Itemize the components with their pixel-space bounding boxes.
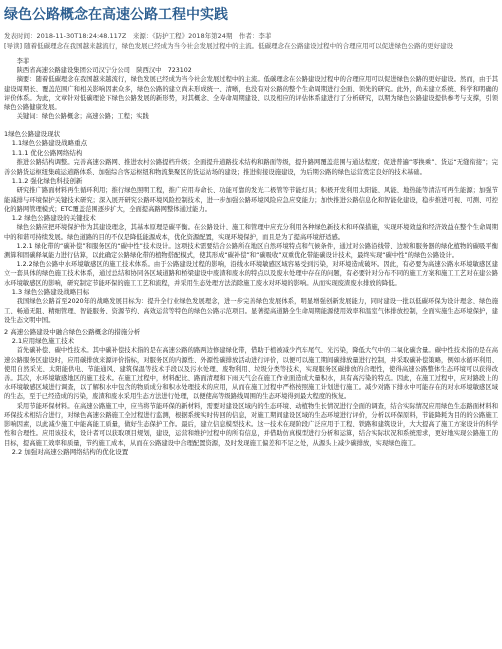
body-paragraph: 1.2.2绿色公路中水环境敏感区的施工技术体系。由于公路建设过程的影响，沿线水环境敏感区域容易受到污染，对环境造成破坏。因此，有必要为高速公路水环境敏感区建立一套具体的绿色施工技术体系，通过总结和协同各区域道路和桥梁建设中废渣和废水的特点以及废水处理中存在的问题，有必要针对分布不同的施工方案和施工工艺对在建公路水环境敏感区的影响，研究制定节能环保的施工工艺和流程，并采用生态处理方法消除施工废水对环境的影响。从而实现废渣废水排放的降低。 [4, 261, 498, 287]
lead-abstract: [导读] 随着低碳理念在我国越来越流行，绿色发展已经成为当今社会发展过程中的主流。低碳理念在公路建设过程中的合理应用可以促进绿色公路的更好建设 [4, 42, 454, 50]
section-heading: 2 高速公路建设中融合绿色公路概念的措施分析 [4, 327, 141, 336]
section-heading: 1.3 绿色公路建设战略目标 [11, 287, 90, 296]
body-paragraph: 推进公路结构调整。完善高速公路网、推进农村公路提档升级；全面提升道路技术结构和路面等级，提升路网覆盖范围与通达程度；促进普遍“零换乘”、货运“无缝衔接”；完善公路货运枢纽集疏运道路体系、加强综合客运枢纽和物流集聚区的货运站场的建设；推进衔接设施建设，为后期公路的绿色运营奠定良好的技术基础。 [4, 159, 498, 176]
section-heading: 2.1应用绿色施工技术 [11, 336, 75, 345]
section-heading: 1.1.1 优化公路网络结构 [11, 148, 83, 157]
body-paragraph: 研究推广路面材料再生循环利用；推行绿色照明工程，推广应用寿命长、功能可靠的发光二极管等节能灯具；积极开发利用太阳能、风能、地热能等清洁可再生能源；加强节能减排与环境保护关键技术研究；深入展开研究公路环境风险控制技术，进一步加强公路环境风险应急应变能力；加快推进公路信息化和智能化建设，稳步推进可视、可测、可控化的路网管理模式；ETC覆盖范围逐步扩大，全面提高路网整体通过能力。 [4, 187, 498, 213]
section-heading: 1.1绿色公路建设战略重点 [11, 139, 88, 148]
section-heading: 1.1.2 强化绿色科技创新 [11, 176, 83, 185]
article-body [4, 129, 498, 457]
author-name: 李菲 [16, 58, 30, 65]
keywords-line: 关键词：绿色公路概念；高速公路；工程；实践 [16, 113, 149, 121]
publication-meta: 发表时间：2018-11-30T18:24:48.117Z 来源：《防护工程》2018年第24期 作者：李菲 [4, 32, 272, 40]
section-heading: 1绿色公路建设现状 [4, 130, 61, 139]
section-gap [4, 121, 498, 127]
body-paragraph: 我国绿色公路首至2020年的战略发展目标为：提升全行业绿色发展理念，进一步完善绿色发展体系，明显增强创新发展能力，同时建设一批以低碳环保为设计理念、绿色施工、畅通无阻、精细管理、智能服务、资源节约、高效运营等特色的绿色公路示范项目。显著提高道路全生命周期能源使用效率和温室气体排放控制，全面实施生态环境保护，建设生态文明中国。 [4, 298, 498, 324]
body-paragraph: 1.2.1 绿化带的“碳补偿”和服务区的“碳中性”技术设计。这项技术需要结合公路所在地区自然环境特点和气候条件，通过对公路沿线带、边坡和服务器的绿化植物的碳吸平衡测算和固碳释氧能力进行估算，以此确定公路绿化带的植物搭配模式，使其形成“碳补偿”和“碳吸收”双重优化带能碳设计技术，最终实现“碳中性”的绿色公路设计。 [4, 242, 498, 260]
author-affiliation: 陕西省高速公路建设集团公司汉宁分公司 陕西汉中 723102 [16, 67, 192, 75]
body-paragraph: 首先碳补偿、碳中性技术。其中碳补偿技术指的是在高速公路的路两边修建绿化带，借助于植被减少汽车尾气、光污染，降低大气中的二氧化碳含量。碳中性技术指的是在高速公路服务区建设时，应用碳排放来源评价指标，对服务区的内源性、外源性碳排放活动进行评价，以便可以施工期间碳排放量进行控制，并采取碳补偿策略，例如水循环利用、使用自然采光、太阳能供电、节能通风、建筑保温等技术手段以及污水处理、废物利用、垃圾分类等技术，实现服务区碳排放的合理性，使得高速公路整体生态环境可以获得改善。其次，水环境敏感地区的施工技术。在施工过程中，材料配比、路面清理和下雨天气会在施工作业面造成大量积水，具有高污染的特点。因此，在施工过程中，应对路段上的水环境敏感区域进行调查，以了解积水中包含的物质成分和积水处理技术的应用，从而在施工过程中严格按照施工计划进行施工。减少对路下排水中可能存在的对水环境敏感区域的生态，至于已经造成的污染，废渣和废水采用生态方法进行处理，以便使高等级路线周围的生态环境得到最大程度的恢复。 [4, 347, 498, 401]
section-heading: 1.2 绿色公路建设的关键技术 [11, 213, 96, 222]
page-title: 绿色公路概念在高速公路工程中实践 [4, 7, 228, 23]
summary-paragraph: 摘要：随着低碳理念在我国越来越流行，绿色发展已经成为当今社会发展过程中的主流。低碳理念在公路建设过程中的合理应用可以促进绿色公路的更好建设。然而，由于其建设周期长、覆盖范围广和相关影响因素众多，绿色公路的建立尚未形成统一、清晰，也没有对公路的整个生命周期进行全面、领先的研究。此外，尚未建立系统、科学和明确的评价体系。为此，文章针对低碳理论下绿色公路发展的新形势，对其概念、全寿命周期建设、以及相应的评估体系建进行了分析研究，以期为绿色公路建设提供参考与支撑，引领绿色公路健康发展。 [4, 76, 498, 112]
body-paragraph: 采用节能环保材料。在高速公路施工中，应当将节能环保的新材料，需要对建设区域内的生态环境、动植物生长情况进行全面的调查，结合实际情况应用绿色生态路面材料和环保技术相结合进行，对绿色高速公路施工全过程进行监测，根据系统实时传回的信息，对施工期间建设区域的生态环境进行评价，分析以环保原料，节能降耗为目的的公路施工影响因素，以此减少施工中能高能工质量，做好生态保护工作。最后，建立信息模型技术。这一技术在现阶段广泛应用于工程、铁路和建筑设计，大大提高了施工方案设计的科学性和合理性。应用该技术，设计者可以获取项目规划，建设，运营和维护过程中的所有信息，并借助仿真模型进行分析和运算，结合实际状况和系统需求，更好地实现公路施工的目标，提高施工效率和质量，节约施工成本，从而在公路建设中合理配置资源，及时发现施工偏差和不足之处，从源头上减少碳排放，实现绿色施工。 [4, 402, 498, 447]
body-paragraph: 绿色公路应把环境保护作为其建设理念，其基本原理是碳平衡。在公路设计、施工和管理中应充分利用各种绿色新技术和环保措施，实现环境效益和经济效益在整个生命周期中的和谐可持续发展。绿色道路的目的不仅是降低能源成本，优化资源配置，实现环境保护，而且是为了提高环境舒适感。 [4, 224, 498, 241]
section-heading: 2.2 加强对高速公路网络结构的优化设置 [11, 447, 129, 456]
